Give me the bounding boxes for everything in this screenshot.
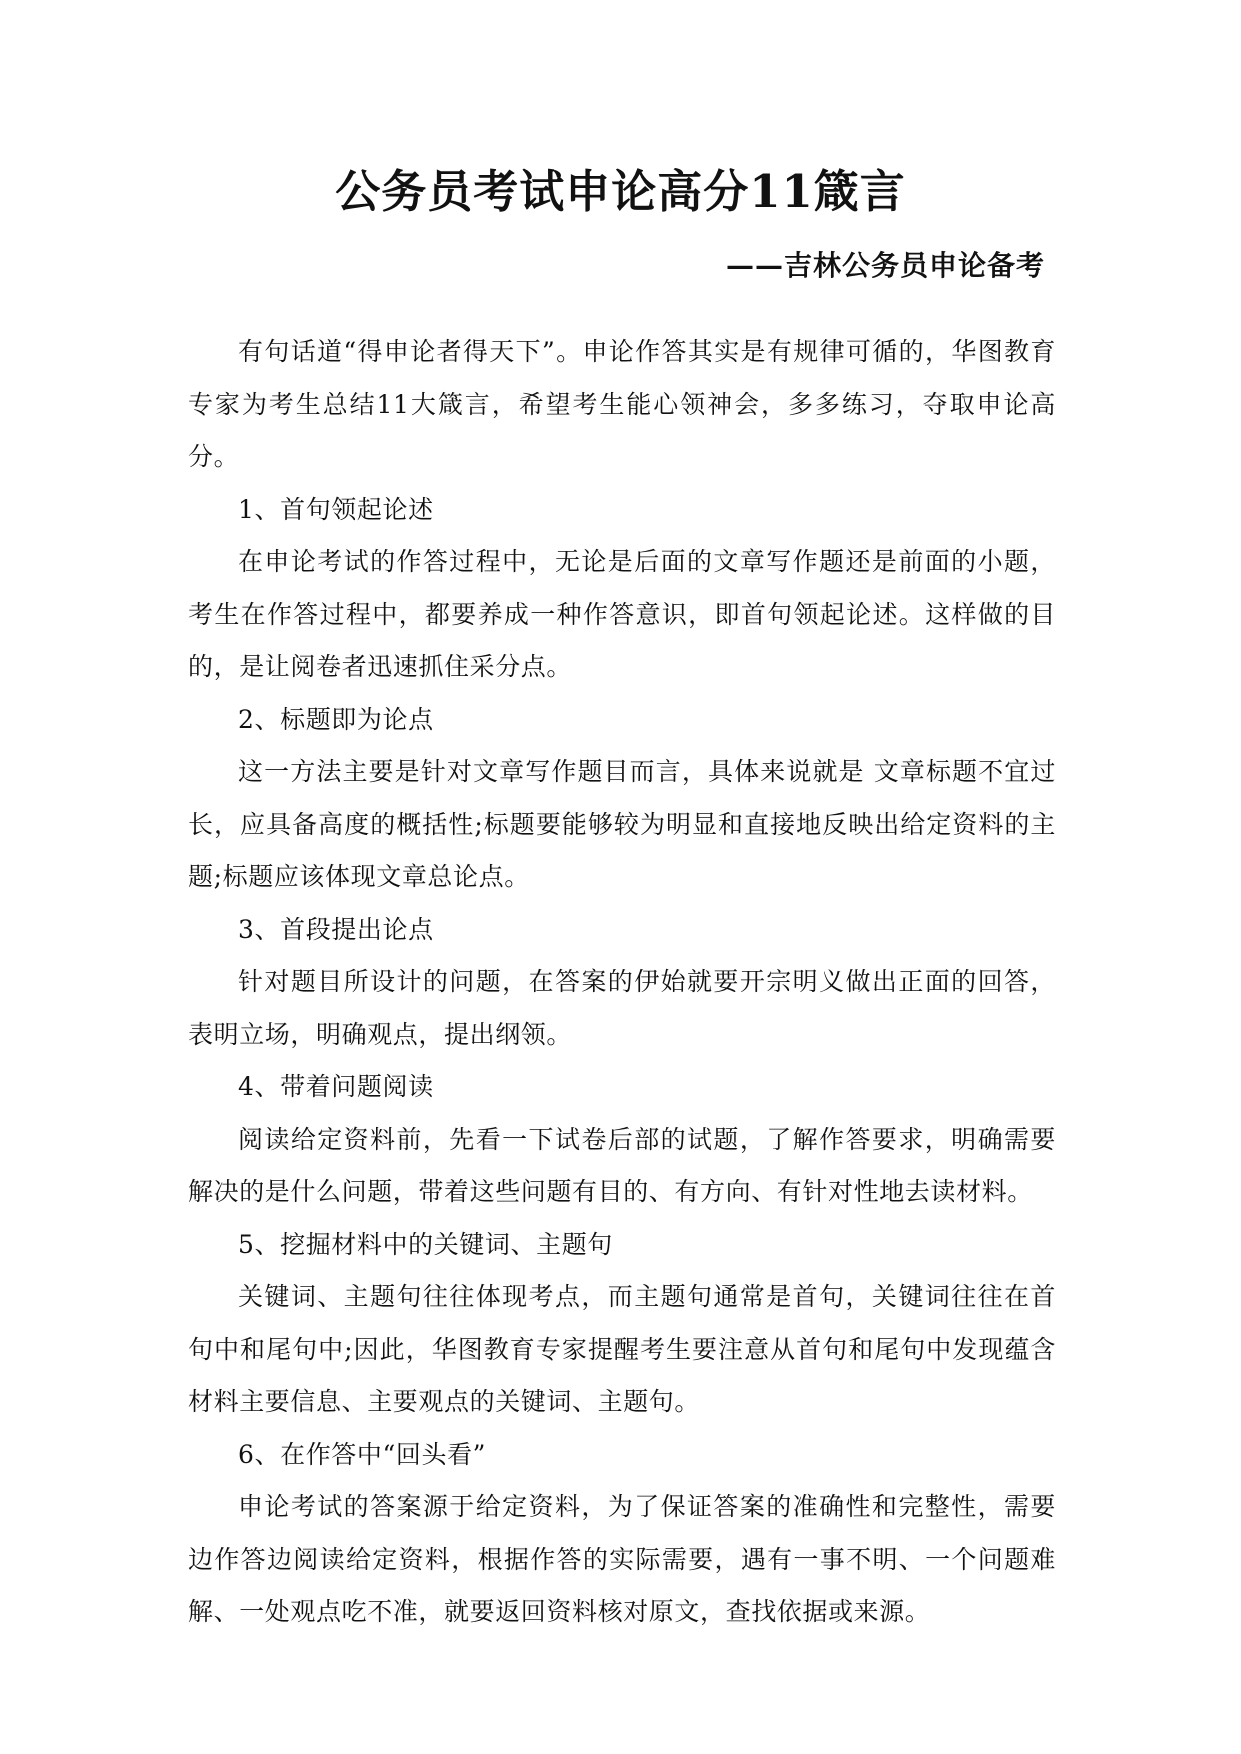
section-heading-5: 5、挖掘材料中的关键词、主题句 bbox=[238, 1229, 613, 1259]
section-text-4: 阅读给定资料前，先看一下试卷后部的试题，了解作答要求，明确需要解决的是什么问题，带着这些问题有目的、有方向、有针对性地去读材料。 bbox=[188, 1124, 1056, 1206]
section-text-2: 这一方法主要是针对文章写作题目而言，具体来说就是 文章标题不宜过长，应具备高度的概括性;标题要能够较为明显和直接地反映出给定资料的主题;标题应该体现文章总论点。 bbox=[188, 757, 1056, 891]
intro-paragraph: 有句话道“得申论者得天下”。申论作答其实是有规律可循的，华图教育专家为考生总结11大箴言，希望考生能心领神会，多多练习，夺取申论高分。 bbox=[188, 337, 1056, 471]
section-heading-2: 2、标题即为论点 bbox=[238, 704, 434, 734]
section-text-5: 关键词、主题句往往体现考点，而主题句通常是首句，关键词往往在首句中和尾句中;因此，华图教育专家提醒考生要注意从首句和尾句中发现蕴含材料主要信息、主要观点的关键词、主题句。 bbox=[188, 1282, 1056, 1416]
document-subtitle: ——吉林公务员申论备考 bbox=[725, 249, 1045, 282]
document-body bbox=[188, 326, 1056, 1639]
section-text-6: 申论考试的答案源于给定资料，为了保证答案的准确性和完整性，需要边作答边阅读给定资料，根据作答的实际需要，遇有一事不明、一个问题难解、一处观点吃不准，就要返回资料核对原文，查找依据或来源。 bbox=[188, 1492, 1056, 1626]
section-heading-3: 3、首段提出论点 bbox=[238, 914, 434, 944]
section-text-3: 针对题目所设计的问题，在答案的伊始就要开宗明义做出正面的回答，表明立场，明确观点，提出纲领。 bbox=[188, 967, 1056, 1049]
section-text-1: 在申论考试的作答过程中，无论是后面的文章写作题还是前面的小题，考生在作答过程中，都要养成一种作答意识，即首句领起论述。这样做的目的，是让阅卷者迅速抓住采分点。 bbox=[188, 547, 1056, 681]
section-heading-6: 6、在作答中“回头看” bbox=[238, 1439, 487, 1469]
document-title: 公务员考试申论高分11箴言 bbox=[335, 165, 906, 218]
section-heading-4: 4、带着问题阅读 bbox=[238, 1072, 434, 1101]
section-heading-1: 1、首句领起论述 bbox=[238, 494, 434, 524]
